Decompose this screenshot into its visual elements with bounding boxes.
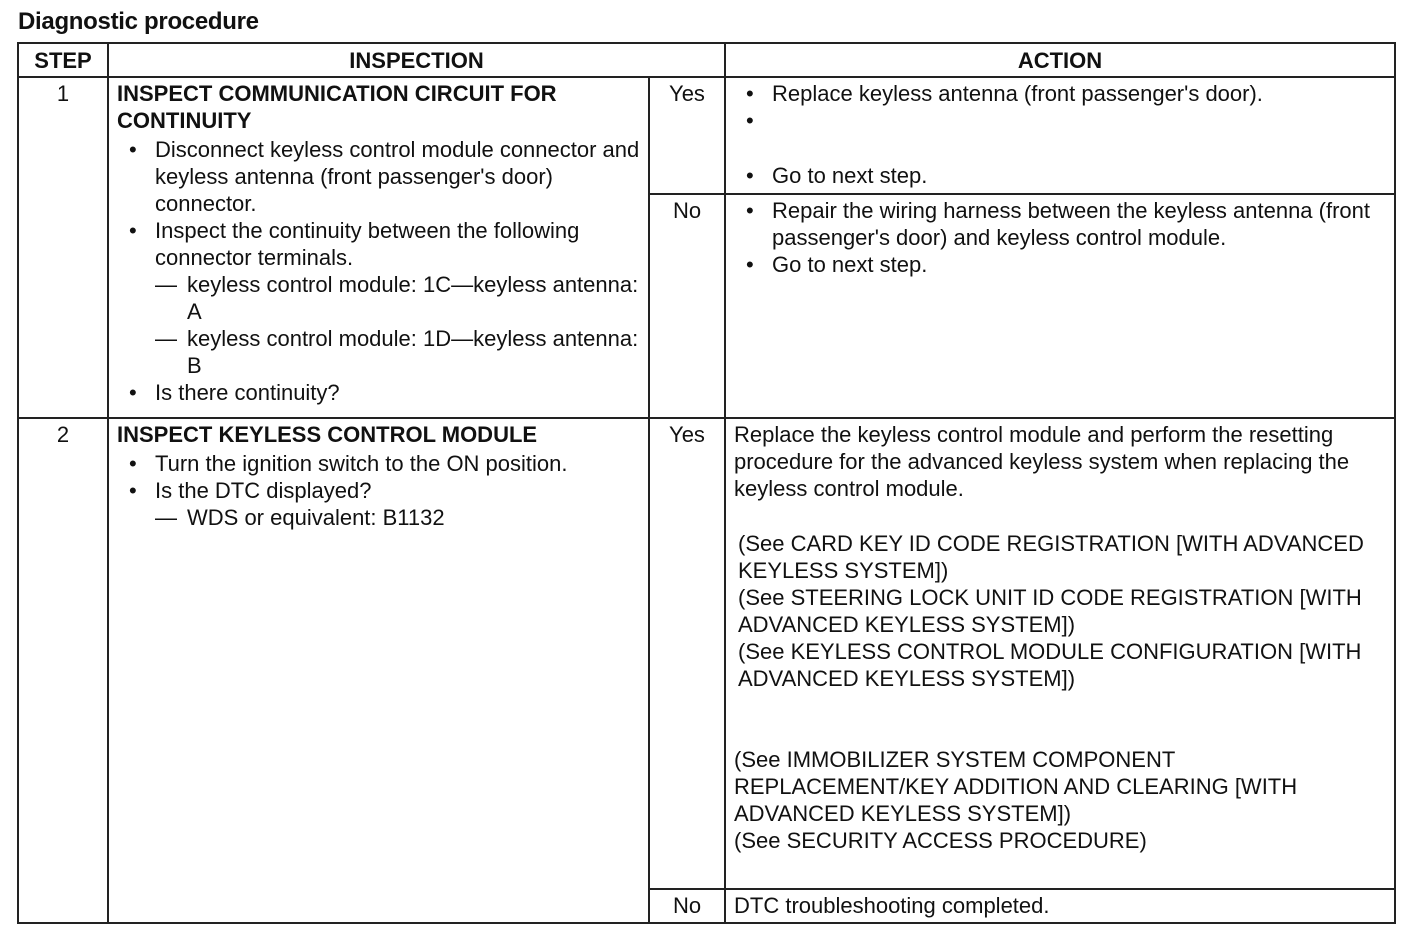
step-number: 2: [18, 418, 108, 923]
diagnostic-table: [17, 42, 1396, 924]
no-action: [725, 194, 1395, 418]
spacer: [734, 692, 1386, 746]
header-row: [18, 43, 1395, 77]
action-list: [734, 80, 1386, 189]
terminal-item: — keyless control module: 1D—keyless antenna: B: [155, 325, 642, 379]
inspection-item: [117, 217, 642, 379]
yes-label: Yes: [649, 418, 725, 889]
step-number: 1: [18, 77, 108, 418]
action-text: Replace the keyless control module and perform the resetting procedure for the advanced keyless system when replacing the keyless control module.: [734, 422, 1350, 502]
yes-action: [725, 77, 1395, 194]
no-label: No: [649, 889, 725, 923]
step-2-yes-row: [18, 418, 1395, 889]
inspection-list: [117, 136, 642, 406]
reference-link[interactable]: (See IMMOBILIZER SYSTEM COMPONENT REPLACEMENT/KEY ADDITION AND CLEARING [WITH ADVANCED KEYLESS SYSTEM]): [734, 747, 1298, 827]
step-inspection: [108, 77, 649, 418]
terminal-list: [155, 504, 642, 531]
action-list: [734, 197, 1386, 278]
inspection-item-text: Inspect the continuity between the following connector terminals.: [155, 218, 580, 271]
inspection-item: [117, 477, 642, 531]
action-item: • Repair the wiring harness between the keyless antenna (front passenger's door) and keyless control module.: [734, 197, 1386, 251]
header-step: STEP: [18, 43, 108, 77]
yes-action: [725, 418, 1395, 889]
header-inspection: INSPECTION: [108, 43, 725, 77]
step-heading: INSPECT COMMUNICATION CIRCUIT FOR CONTINUITY: [117, 81, 557, 134]
inspection-item: • Disconnect keyless control module connector and keyless antenna (front passenger's door) connector.: [117, 136, 642, 217]
action-item: • Go to next step.: [734, 162, 1386, 189]
step-heading: INSPECT KEYLESS CONTROL MODULE: [117, 422, 538, 448]
page-title: Diagnostic procedure: [18, 8, 259, 35]
inspection-item-text: Is the DTC displayed?: [155, 478, 372, 504]
action-item: • Go to next step.: [734, 251, 1386, 278]
header-action: ACTION: [725, 43, 1395, 77]
reference-link[interactable]: (See SECURITY ACCESS PROCEDURE): [734, 828, 1147, 854]
reference-link[interactable]: (See STEERING LOCK UNIT ID CODE REGISTRATION [WITH ADVANCED KEYLESS SYSTEM]): [738, 585, 1362, 638]
yes-label: Yes: [649, 77, 725, 194]
step-inspection: [108, 418, 649, 923]
terminal-item: — keyless control module: 1C—keyless antenna: A: [155, 271, 642, 325]
inspection-item: • Turn the ignition switch to the ON position.: [117, 450, 642, 477]
no-label: No: [649, 194, 725, 418]
inspection-list: [117, 450, 642, 531]
terminal-list: [155, 271, 642, 379]
reference-link[interactable]: (See CARD KEY ID CODE REGISTRATION [WITH ADVANCED KEYLESS SYSTEM]): [738, 531, 1364, 584]
no-action: DTC troubleshooting completed.: [725, 889, 1395, 923]
spacer: [734, 502, 1386, 530]
step-1-yes-row: [18, 77, 1395, 194]
action-item: • Replace keyless antenna (front passenger's door).: [734, 80, 1386, 107]
inspection-item: • Is there continuity?: [117, 379, 642, 406]
reference-link[interactable]: (See KEYLESS CONTROL MODULE CONFIGURATION [WITH ADVANCED KEYLESS SYSTEM]): [738, 639, 1362, 692]
terminal-item: — WDS or equivalent: B1132: [155, 504, 642, 531]
spacer: [734, 107, 1386, 162]
